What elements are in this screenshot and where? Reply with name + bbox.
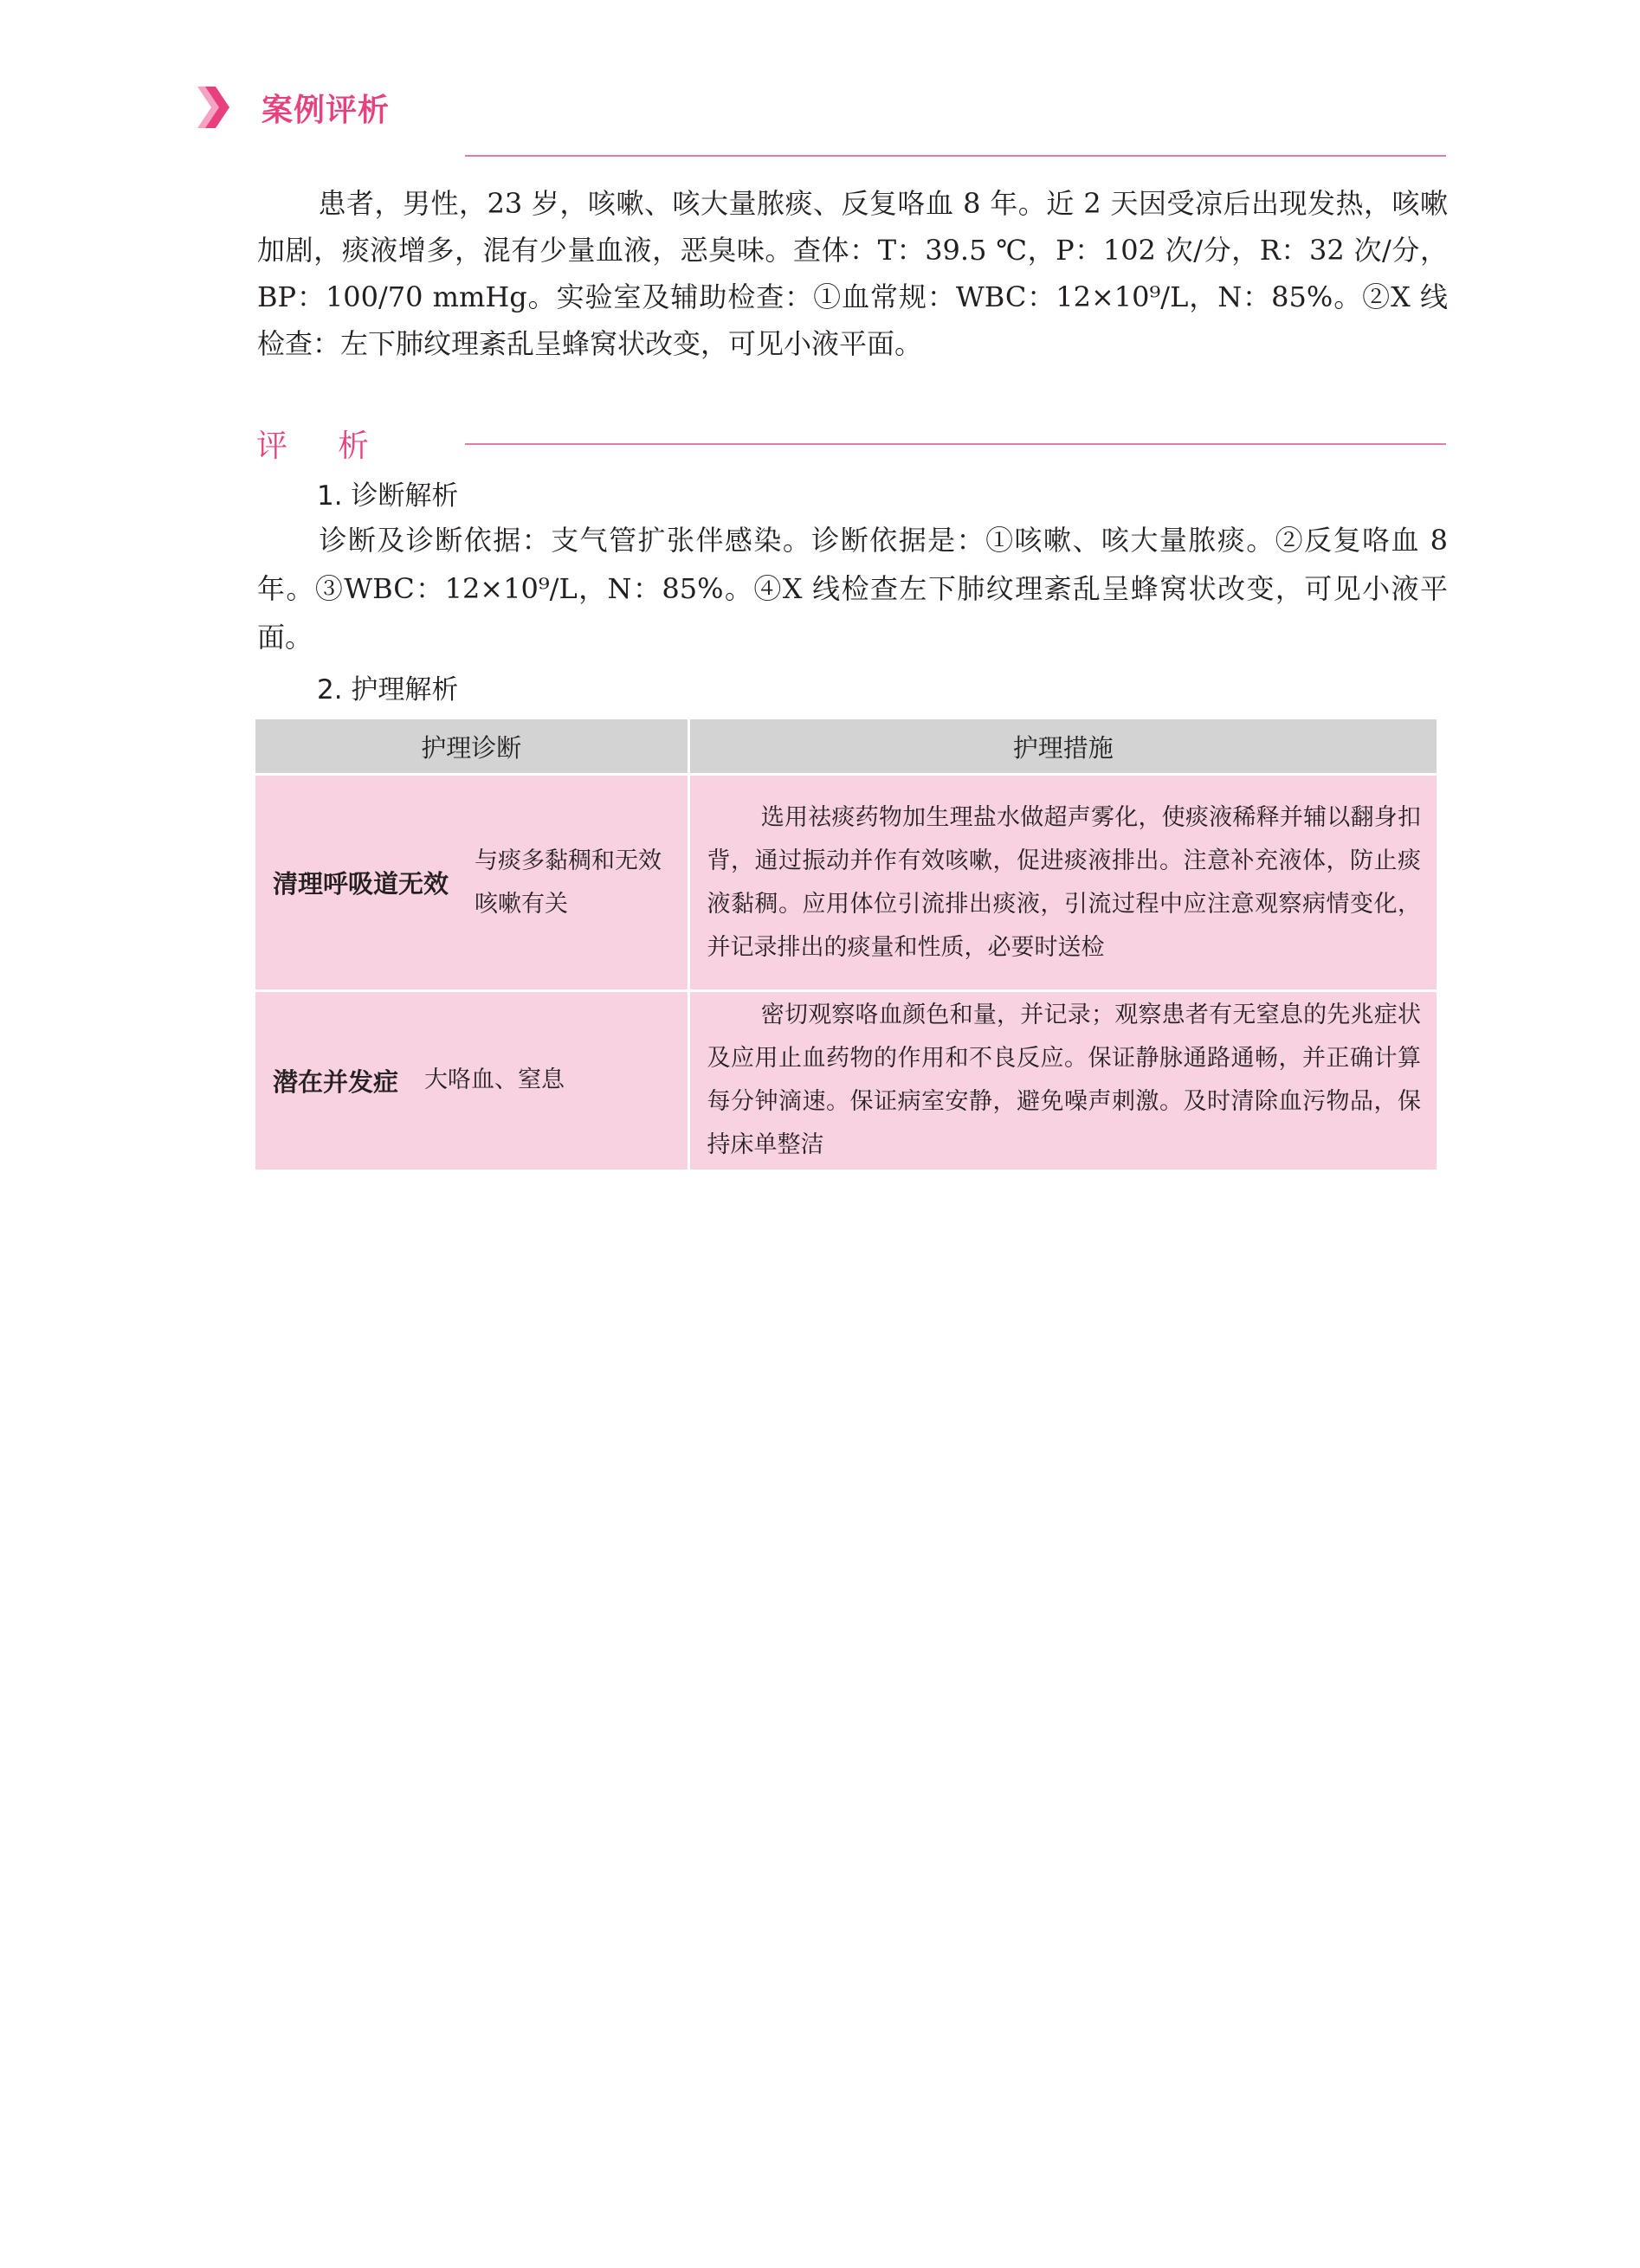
- subheading-diagnosis: 1. 诊断解析: [317, 480, 459, 512]
- diagnosis-cell: [255, 775, 688, 991]
- header-measures: 护理措施: [688, 719, 1437, 775]
- diagnosis-text: 诊断及诊断依据：支气管扩张伴感染。诊断依据是：①咳嗽、咳大量脓痰。②反复咯血 8 年。③WBC：12×10⁹/L，N：85%。④X 线检查左下肺纹理紊乱呈蜂窝状改变，可见小液平面。: [257, 524, 1448, 654]
- table-row: [255, 775, 1437, 991]
- subheading-nursing: 2. 护理解析: [317, 674, 459, 706]
- table-row: [255, 991, 1437, 1169]
- diagnosis-cell: [255, 991, 688, 1169]
- measures-cell: [688, 775, 1437, 991]
- measures-text: 选用祛痰药物加生理盐水做超声雾化，使痰液稀释并辅以翻身扣背，通过振动并作有效咳嗽，促进痰液排出。注意补充液体，防止痰液黏稠。应用体位引流排出痰液，引流过程中应注意观察病情变化，并记录排出的痰量和性质，必要时送检: [707, 803, 1421, 961]
- diagnosis-cause: 与痰多黏稠和无效咳嗽有关: [475, 847, 662, 918]
- nursing-table: [255, 719, 1437, 1169]
- section-header: [197, 85, 390, 130]
- section-title: 案例评析: [261, 92, 391, 128]
- diagnosis-name: 清理呼吸道无效: [273, 869, 449, 899]
- analysis-divider: [465, 443, 1446, 445]
- diagnosis-paragraph: [257, 516, 1448, 661]
- case-text: 患者，男性，23 岁，咳嗽、咳大量脓痰、反复咯血 8 年。近 2 天因受凉后出现发热，咳嗽加剧，痰液增多，混有少量血液，恶臭味。查体：T：39.5 ℃，P：102 次/分，R：32 次/分，BP：100/70 mmHg。实验室及辅助检查：①血常规：WBC：12×10⁹/L，N：85%。②X 线检查：左下肺纹理紊乱呈蜂窝状改变，可见小液平面。: [257, 187, 1448, 360]
- case-description: [257, 180, 1448, 367]
- header-diagnosis: 护理诊断: [255, 719, 688, 775]
- measures-cell: [688, 991, 1437, 1169]
- table-header-row: [255, 719, 1437, 775]
- analysis-label: 评析: [256, 428, 420, 464]
- header-divider: [465, 155, 1446, 157]
- diagnosis-name: 潜在并发症: [273, 1066, 399, 1097]
- measures-text: 密切观察咯血颜色和量，并记录；观察患者有无窒息的先兆症状及应用止血药物的作用和不良反应。保证静脉通路通畅，并正确计算每分钟滴速。保证病室安静，避免噪声刺激。及时清除血污物品，保持床单整洁: [707, 1002, 1421, 1159]
- chevron-double-right-icon: [197, 87, 230, 128]
- diagnosis-cause: 大咯血、窒息: [424, 1066, 565, 1094]
